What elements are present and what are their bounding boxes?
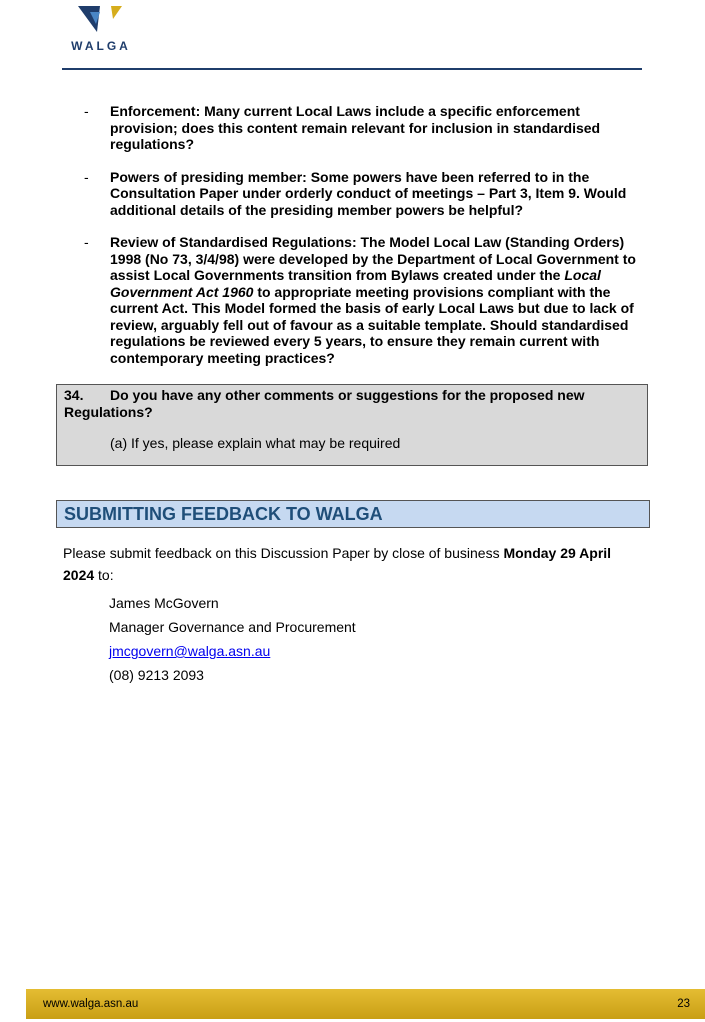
question-sub: (a) If yes, please explain what may be required (110, 435, 401, 451)
bullet-item-review (84, 234, 644, 366)
bullet-item-presiding-member (84, 169, 644, 219)
intro-before: Please submit feedback on this Discussion Paper by close of business (63, 545, 504, 561)
bullet-text-before: Review of Standardised Regulations: The Model Local Law (Standing Orders) 1998 (No 73, 3/4/98) were developed by the Department of Local Government to assist Local Governments transition from Bylaws created under the (110, 234, 636, 283)
page-number: 23 (677, 998, 690, 1010)
bullet-dash: - (84, 168, 89, 185)
contact-email-link[interactable]: jmcgovern@walga.asn.au (109, 643, 271, 659)
intro-paragraph (63, 542, 633, 586)
section-heading: SUBMITTING FEEDBACK TO WALGA (56, 500, 650, 528)
logo-text: WALGA (71, 39, 131, 53)
page-footer (26, 989, 705, 1019)
bullet-text: Enforcement: Many current Local Laws include a specific enforcement provision; does this content remain relevant for inclusion in standardised regulations? (110, 103, 601, 152)
bullet-item-enforcement (84, 103, 644, 153)
question-text-block (64, 387, 639, 420)
question-number: 34. (64, 387, 84, 403)
bullet-text-after: to appropriate meeting provisions compliant with the current Act. This Model formed the basis of early Local Laws but due to lack of review, arguably fell out of favour as a suitable template. Should standardised regulations be reviewed every 5 years, to ensure they remain current with contemporary meeting practices? (110, 283, 634, 366)
contact-name: James McGovern (109, 595, 219, 611)
act-title: Local Government Act 1960 (110, 267, 601, 300)
header-rule (62, 68, 642, 70)
bullet-dash: - (84, 234, 89, 250)
contact-phone: (08) 9213 2093 (109, 667, 204, 683)
footer-url: www.walga.asn.au (43, 998, 139, 1010)
walga-chevron-icon (70, 6, 134, 40)
contact-title: Manager Governance and Procurement (109, 619, 356, 635)
question-text: Do you have any other comments or suggestions for the proposed new Regulations? (64, 387, 585, 420)
bullet-text: Powers of presiding member: Some powers have been referred to in the Consultation Paper under orderly conduct of meetings – Part 3, Item 9. Would additional details of the presiding member powers be helpful? (110, 168, 627, 218)
walga-logo (70, 6, 134, 56)
deadline-date: Monday 29 April 2024 (63, 545, 612, 583)
bullet-dash: - (84, 103, 89, 119)
question-box (56, 384, 648, 466)
intro-after: to: (94, 567, 114, 583)
bullet-list (84, 103, 644, 382)
